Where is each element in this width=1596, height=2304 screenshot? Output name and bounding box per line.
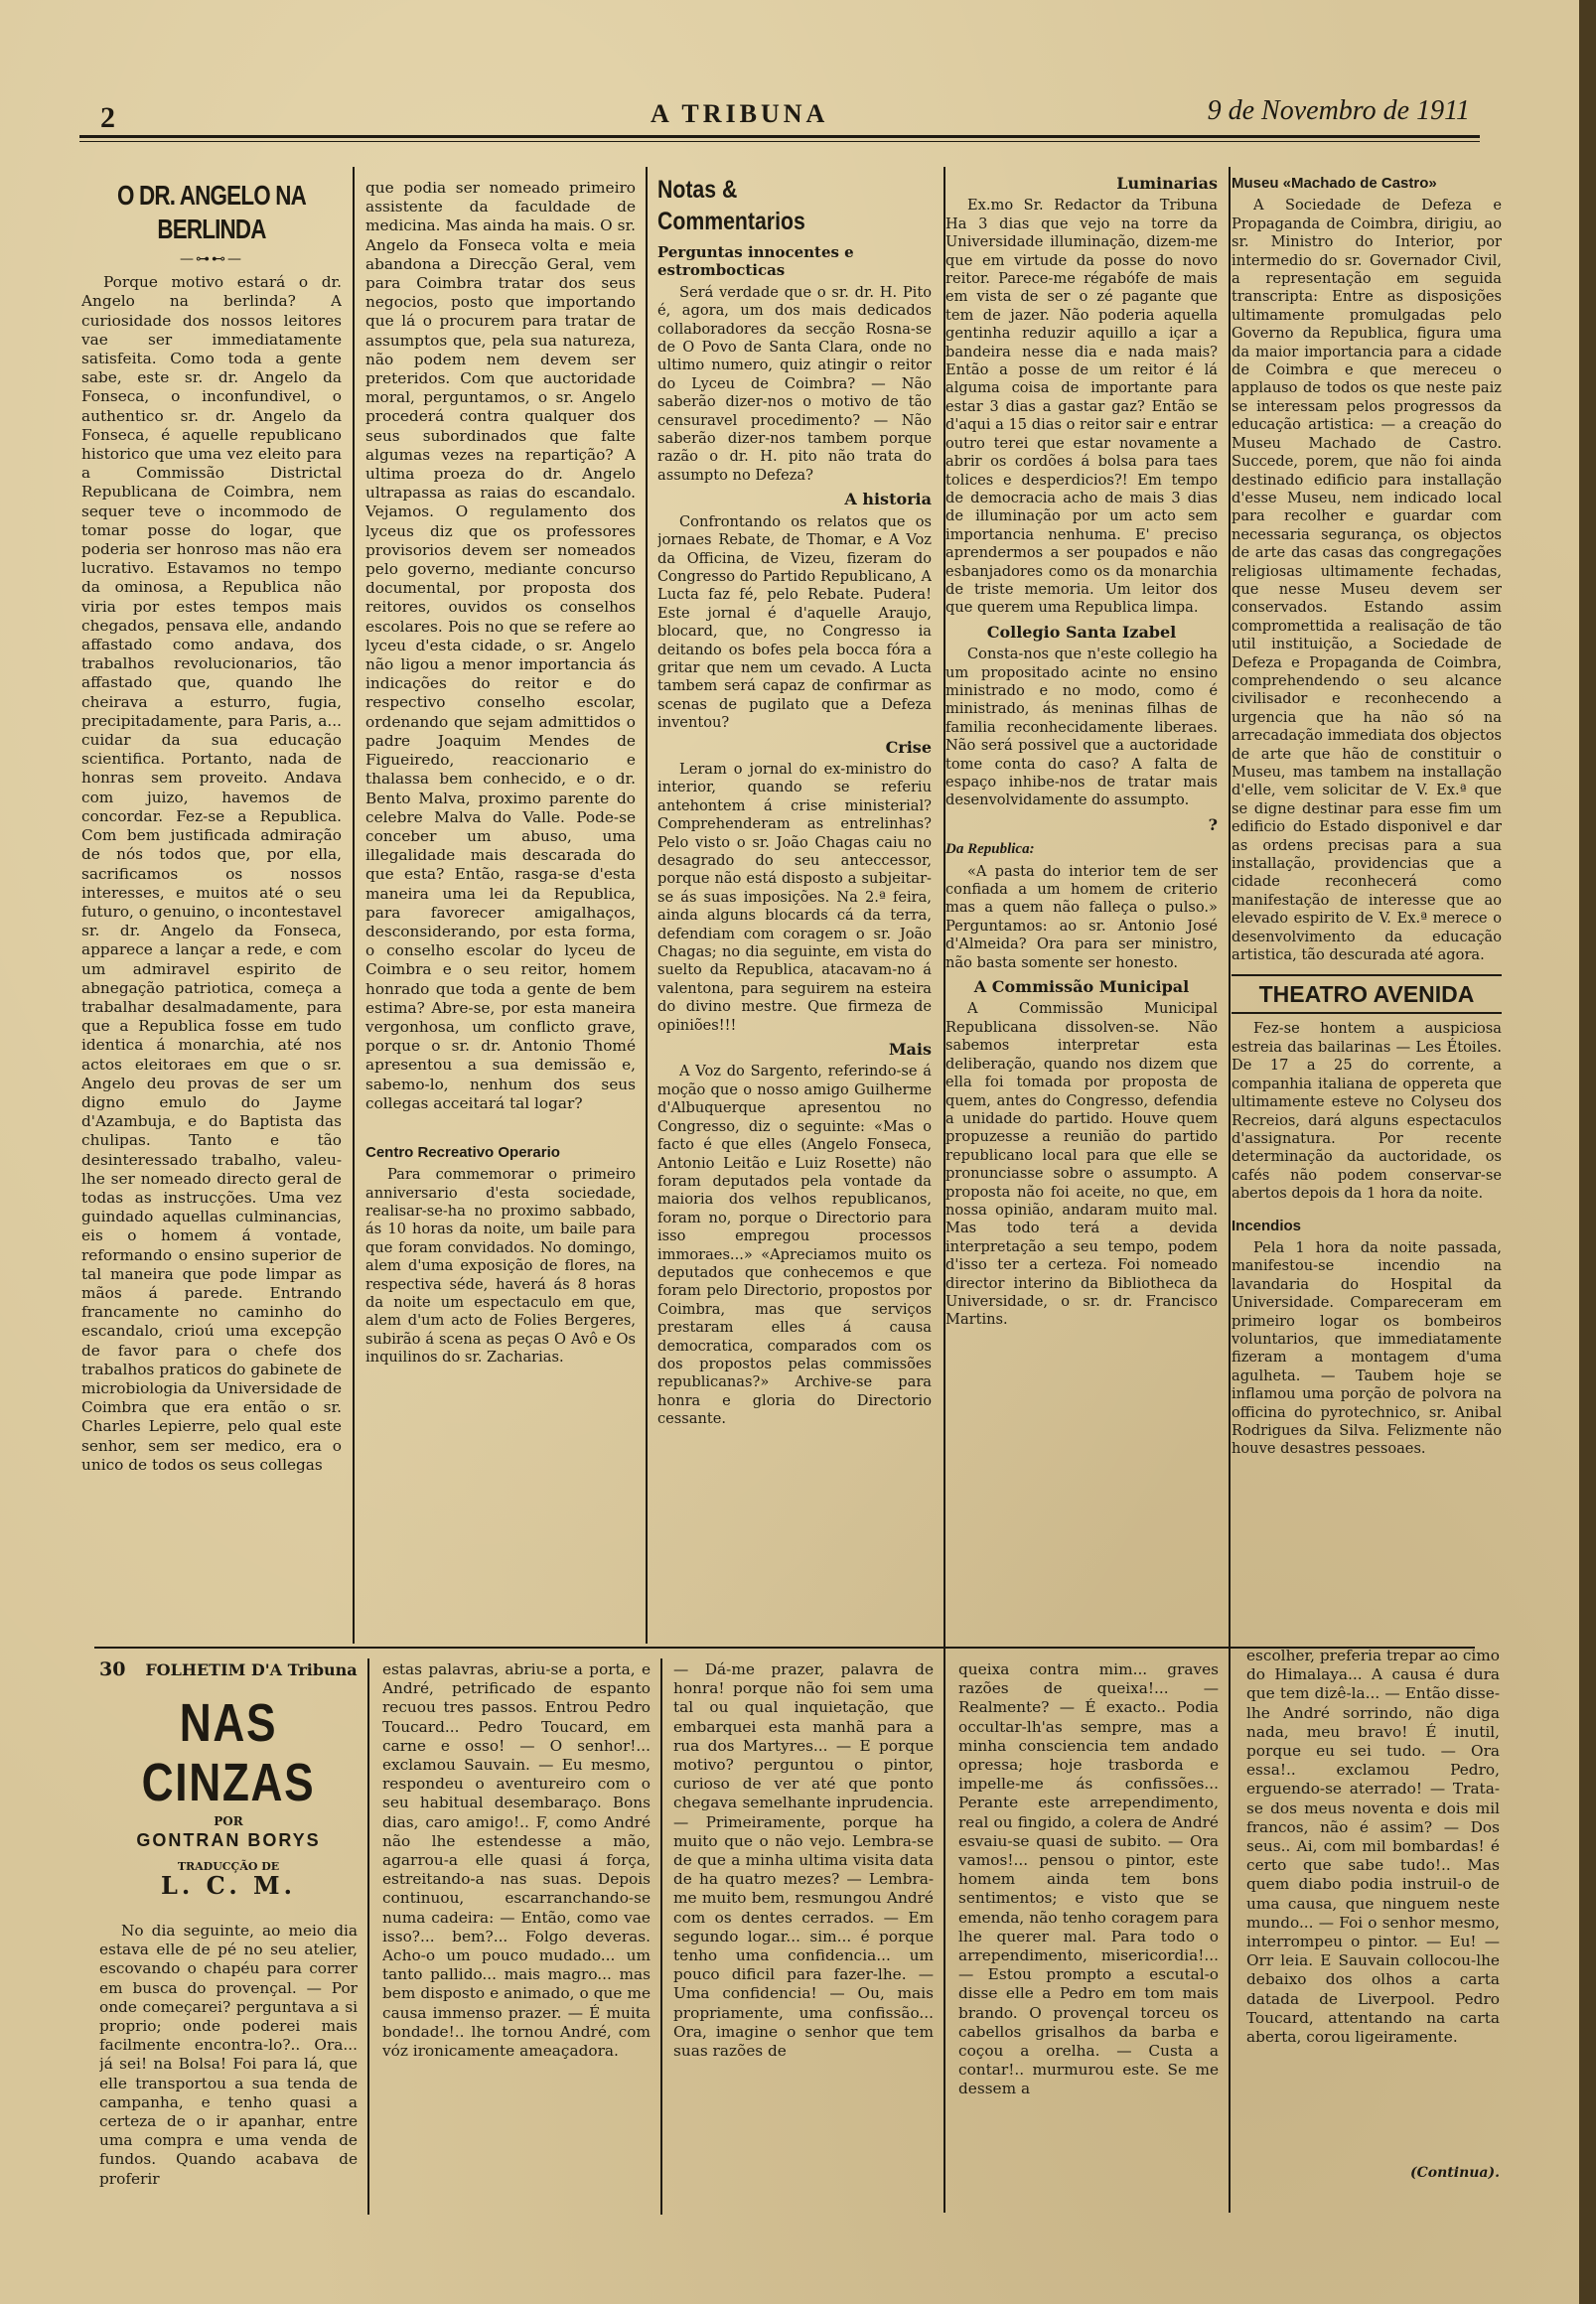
folhetim-text: queixa contra mim... graves razões de queixa!... — Realmente? — É exacto.. Podia occultar-lh'as sempre, mas a minha consciencia tem andado opressa; hoje trasborda e impelle-me ás confissões... Perante este arrependimento, real ou fingido, a colera de André esvaiu-se quasi de subito. — Ora vamos!... pensou o pintor, este homem ainda tem bons sentimentos; e visto que se emenda, não tenho coragem para lhe querer mal. Para todo o arrependimento, misericordia!... — Estou prompto a escutal-o disse elle a Pedro em tom mais brando. O provençal torceu os cabellos grisalhos da barba e coçou a orelha. — Custa a contar!.. murmurou este. Se me dessem a (958, 1660, 1219, 2098)
folhetim-by: POR (214, 1814, 243, 1829)
article-body: que podia ser nomeado primeiro assistente da faculdade de medicina. Mas ainda ha mais. O sr. Angelo da Fonseca volta e meia abandona a Direcção Geral, vem para Coimbra tratar dos seus negocios, posto que importando que lá o procurem para tratar de assumptos que, pela sua natureza, não podem nem devem ser preteridos. Com que auctoridade moral, perguntamos, o sr. Angelo procederá contra qualquer dos seus subordinados que falte algumas vezes na repartição? A ultima proeza do dr. Angelo ultrapassa as raias do escandalo. Vejamos. O regulamento dos lyceus diz que os professores provisorios devem ser nomeados pelo governo, mediante concurso documental, por proposta dos reitores, ouvidos os conselhos escolares. Pois no que se refere ao lyceu d'esta cidade, o sr. Angelo não ligou a menor importancia ás indicações do reitor e do respectivo conselho escolar, ordenando que sejam admittidos o padre Joaquim Mendes de Figueiredo, reaccionario e thalassa bem conhecido, e o dr. Bento Malva, proximo parente do celebre Malva do Valle. Pode-se conceber um abuso, uma illegalidade mais descarada do que esta? Então, rasga-se d'esta maneira uma lei da Republica, para favorecer amigalhaços, desconsiderando, por esta forma, o conselho escolar do lyceu de Coimbra e o seu reitor, homem honrado que toda a gente de bem estima? Abre-se, por esta maneira vergonhosa, um conflicto grave, porque o sr. dr. Antonio Thomé apresentou a sua demissão e, sabemo-lo, nenhum dos seus collegas acceitará tal logar? (365, 179, 636, 1112)
section-body: A Voz do Sargento, referindo-se á moção que o nosso amigo Guilherme d'Albuquerque apresentou no Congresso, diz o seguinte: «Mas o facto é que elles (Angelo Fonseca, Antonio Leitão e Luiz Rosette) não foram deputados pela vontade da maioria dos velhos republicanos, foram no, porque o Directorio para isso empregou processos immoraes...» «Apreciamos muito os deputados que conhecemos e que foram pelo Directorio, propostos por Coimbra, mas que serviços prestaram elles á causa democratica, comparados com os dos propostos pelas commissões republicanas?» Archive-se para honra e gloria do Directorio cessante. (657, 1063, 932, 1428)
folhetim-title: NAS CINZAS (141, 1693, 316, 1813)
section-body: Será verdade que o sr. dr. H. Pito é, agora, um dos mais dedicados collaboradores da secção Rosna-se de O Povo de Santa Clara, onde no ultimo numero, quiz atingir o reitor do Lyceu de Coimbra? — Não saberão dizer-nos o motivo de tão censuravel procedimento? — Não saberão dizer-nos tambem porque razão o dr. H. pito não trata do assumpto no Defeza? (657, 283, 932, 484)
folhetim-translation-label: TRADUCÇÃO DE (177, 1859, 280, 1873)
article-continuation (365, 179, 636, 1634)
page-header (94, 97, 1480, 133)
header-rule (79, 135, 1480, 138)
folhetim-text: No dia seguinte, ao meio dia estava elle de pé no seu atelier, escovando o chapéu para correr em busca do provençal. — Por onde começarei? perguntava a si proprio; onde poderei mais facilmente encontra-lo?.. Ora... já sei! na Bolsa! Foi para lá, que elle transportou a sua tenda de campanha, e tenho quasi a certeza de o ir apanhar, entre uma compra e uma venda de fundos. Quando acabava de proferir (99, 1922, 358, 2188)
subsection-title: A Commissão Municipal (973, 977, 1190, 997)
page-edge (1579, 0, 1596, 2304)
folhetim-col-5 (1246, 1647, 1500, 2188)
folhetim-col-2 (382, 1660, 651, 2217)
folhetim-col-4 (958, 1660, 1219, 2217)
museu-column (1232, 169, 1502, 1634)
section-headline: THEATRO AVENIDA (1232, 974, 1502, 1014)
folhetim-col-3 (673, 1660, 934, 2217)
folhetim-header (99, 1660, 358, 1919)
column-rule (646, 167, 648, 1644)
column-rule (367, 1658, 369, 2215)
section-heading: Centro Recreativo Operario (365, 1143, 560, 1161)
section-headline: Notas & Commentarios (657, 176, 805, 235)
newspaper-title: A TRIBUNA (651, 99, 829, 128)
continues-marker: (Continua). (1410, 2165, 1500, 2181)
column-rule (353, 167, 355, 1644)
folhetim-translator: L. C. M. (161, 1870, 296, 1900)
page-number: 2 (100, 101, 115, 134)
subsection-title: Luminarias (1116, 174, 1218, 193)
section-body: Para commemorar o primeiro anniversario d'esta sociedade, realisar-se-ha no proximo sabbado, ás 10 horas da noite, um baile para que foram convidados. No domingo, alem d'uma exposição de flores, na respectiva séde, haverá ás 8 horas da noite um espectaculo em que, alem d'um acto de Folies Bergeres, subirão á scena as peças O Avô e Os inquilinos do sr. Zacharias. (365, 1166, 636, 1367)
folhetim-text: estas palavras, abriu-se a porta, e André, petrificado de espanto recuou tres passos. Entrou Pedro Toucard... Pedro Toucard, em carne e osso! — O senhor!... exclamou Sauvain. — Eu mesmo, respondeu o aventureiro com o seu habitual desembaraço. Bons dias, caro amigo!.. F, como André não lhe estendesse a mão, agarrou-a elle quasi á força, estreitando-a nas suas. Depois continuou, escarranchando-se numa cadeira: — Então, como vae isso?... bem?... Folgo deveras. Acho-o um pouco mudado... um tanto pallido... mais magro... mas bem disposto e animado, o que me causa immenso prazer. — É muita bondade!.. lhe tornou André, com vóz ironicamente ameaçadora. (382, 1660, 651, 2061)
section-body: Fez-se hontem a auspiciosa estreia das bailarinas — Les Étoiles. De 17 a 25 do corrente, a companhia italiana de oppereta que ultimamente esteve no Colyseu dos Recreios, dará alguns espectaculos d'assignatura. Por recente determinação da auctoridade, os cafés não podem conservar-se abertos depois da 1 hora da noite. (1232, 1020, 1502, 1203)
article-headline: O DR. ANGELO NA BERLINDA (116, 180, 307, 244)
folhetim-text: — Dá-me prazer, palavra de honra! porque não foi sem uma tal ou qual inquietação, que embarquei esta manhã para a rua dos Martyres... — E porque motivo? perguntou o pintor, curioso de ver até que ponto chegava semelhante inprudencia. — Primeiramente, porque ha muito que o não vejo. Lembra-se de que a minha ultima visita data de ha quatro mezes? — Lembra-me muito bem, resmungou André com os dentes cerrados. — Em segundo logar... sim... é porque tenho uma confidencia... um pouco dificil para fazer-lhe. — Uma confidencia! — Ou, mais propriamente, uma confissão... Ora, imagine o senhor que tem suas razões de (673, 1660, 934, 2061)
subsection-title: Collegio Santa Izabel (986, 622, 1177, 642)
section-body: «A pasta do interior tem de ser confiada a um homem de criterio mas a quem não falleça o pulso.» Perguntamos: ao sr. Antonio José d'Almeida? Ora para ser ministro, não basta somente ser honesto. (945, 862, 1218, 971)
section-body: Ex.mo Sr. Redactor da Tribuna Ha 3 dias que vejo na torre da Universidade illuminação, dizem-me que em virtude da posse do novo reitor. Parece-me régabófe de mais em vista de ser o zé pagante que tem de jazer. Não poderia aquella gentinha reduzir aquillo a içar a bandeira nesse dia e nada mais? Então a posse de um reitor é lá alguma coisa de importante para estar 3 dias a gastar gaz? Então se d'aqui a 15 dias o reitor sair e entrar outro terei que estar novamente a abrir os cordões á bolsa para taes tolices e desperdicios?! Em tempo de democracia acho de mais 3 dias de illuminação por um acto sem importancia nenhuma. E' preciso aprendermos a ser poupados e não esbanjadores como os da monarchia de triste memoria. Um leitor dos que querem uma Republica limpa. (945, 197, 1218, 617)
folhetim-number: 30 (99, 1660, 126, 1680)
subsection-title: Museu «Machado de Castro» (1232, 175, 1437, 192)
folhetim-label: FOLHETIM D'A Tribuna (145, 1660, 358, 1679)
issue-date: 9 de Novembro de 1911 (1207, 95, 1470, 126)
column-rule (660, 1658, 662, 2215)
notas-commentarios (657, 174, 932, 1634)
article-angelo-berlinda (81, 179, 342, 1634)
subsection-title: A historia (844, 490, 932, 509)
subsection-title: Da Republica: (945, 841, 1035, 858)
question-mark: ? (1208, 814, 1218, 834)
folhetim-col-1 (99, 1922, 358, 2210)
luminarias-column (945, 169, 1218, 1634)
section-body: A Commissão Municipal Republicana dissolven-se. Não sabemos interpretar esta deliberação, quando nos dizem que ella foi tomada por proposta de quem, antes do Congresso, defendia a unidade do partido. Houve quem propuzesse a reunião do partido republicano local para que elle se pronunciasse sobre o assumpto. A proposta não foi aceite, no que, em nossa opinião, andaram muito mal. Mas todo terá a devida interpretação a seu tempo, podem d'isso ter a certeza. Foi nomeado director interino da Bibliotheca da Universidade, o sr. dr. Francisco Martins. (945, 1000, 1218, 1329)
subsection-title: Mais (888, 1040, 932, 1060)
ornament: —⊶⊷— (180, 251, 243, 267)
section-body: Leram o jornal do ex-ministro do interior, quando se referiu antehontem á crise ministerial? Comprehenderam as entrelinhas? Pelo visto o sr. João Chagas caiu no desagrado do seu anteccessor, porque não está disposto a subjeitar-se ás suas imposições. Na 2.ª feira, ainda alguns blocards cá da terra, defendiam com coragem o sr. João Chagas; no dia seguinte, em vista do suelto da Republica, atacavam-no á valentona, para seguirem na esteira do divino mestre. Que firmeza de opiniões!!! (657, 760, 932, 1034)
folhetim-text: escolher, preferia trepar ao cimo do Himalaya... A causa é dura que tem dizê-la... — Então disse-lhe André sorrindo, não diga nada, meu bravo! É inutil, porque eu sei tudo. — Ora essa!.. exclamou Pedro, erguendo-se aterrado! — Trata-se dos meus noventa e dois mil francos, não é assim? — Dos seus.. Ai, com mil bombardas! é certo que sabe tudo!.. Mas quem diabo podia instruil-o de uma causa, que ninguem neste mundo... — Foi o senhor mesmo, interrompeu o pintor. — Eu! — Orr leia. E Sauvain collocou-lhe debaixo dos olhos a carta datada de Liverpool. Pedro Toucard, attentando na carta aberta, corou ligeiramente. (1246, 1647, 1500, 2047)
folhetim-author: GONTRAN BORYS (136, 1830, 321, 1851)
article-body: Porque motivo estará o dr. Angelo na berlinda? A curiosidade dos nossos leitores vae ser immediatamente satisfeita. Como toda a gente sabe, este sr. dr. Angelo da Fonseca, o inconfundivel, o authentico sr. dr. Angelo da Fonseca, é aquelle republicano historico que uma vez eleito para a Commissão Districtal Republicana de Coimbra, nem sequer teve o incommodo de tomar posse do logar, que poderia ser honroso mas não era lucrativo. Estavamos no tempo da ominosa, a Republica não viria por estes tempos mais chegados, pensava elle, andando affastado como andava, dos trabalhos revolucionarios, tão affastado que, quando lhe cheirava a esturro, fugia, precipitadamente, para Paris, a... cuidar da sua educação scientifica. Portanto, nada de honras sem proveito. Andava com juizo, havemos de concordar. Fez-se a Republica. Com bem justificada admiração de nós todos que, por ella, sacrificamos os nossos interesses, e muitos até o seu futuro, o genuino, o incontestavel sr. dr. Angelo da Fonseca, apparece a lançar a rede, e com um admiravel espirito de abnegação patriotica, começa a trabalhar desalmadamente, para que a Republica fosse em tudo identica á monarchia, até nos actos eleitoraes em que o sr. Angelo deu provas de ser um digno emulo do Jayme d'Azambuja, e do Baptista das chulipas. Tanto e tão desinteressado trabalho, valeu-lhe ser nomeado directo geral de todas as instrucções. Uma vez guindado aquellas culminancias, eis o homem á vontade, reformando o ensino superior de tal maneira que pode limpar as mãos á parede. Entrando francamente no caminho do escandalo, crioú uma excepção de favor para o chefe dos trabalhos praticos do gabinete de microbiologia da Universidade de Coimbra que era então o sr. Charles Lepierre, pelo qual este senhor, sem ser medico, era o unico de todos os seus collegas (81, 273, 342, 1474)
section-body: Confrontando os relatos que os jornaes Rebate, de Thomar, e A Voz da Officina, de Vizeu, fizeram do Congresso do Partido Republicano, A Lucta faz fé, pelo Rebate. Pudera! Este jornal é d'aquelle Araujo, blocard, que, no Congresso ia deitando os bofes pela bocca fóra a gritar que nem um cevado. A Lucta tambem será capaz de confirmar as scenas de pugilato que a Defeza inventou? (657, 512, 932, 732)
subsection-title: Perguntas innocentes e estrombocticas (657, 243, 854, 280)
header-rule-thin (79, 141, 1480, 142)
subsection-title: Incendios (1232, 1217, 1302, 1234)
column-rule (1229, 167, 1231, 2213)
section-body: Consta-nos que n'este collegio ha um propositado acinte no ensino ministrado e no modo, como é ministrado, ás meninas filhas de familia reconhecidamente liberaes. Não será possivel que a auctoridade tome conta do caso? A falta de espaço inhibe-nos de tratar mais desenvolvidamente do assumpto. (945, 646, 1218, 809)
section-body: Pela 1 hora da noite passada, manifestou-se incendio na lavandaria do Hospital da Universidade. Compareceram em primeiro logar os bombeiros voluntarios, que immediatamente fizeram a montagem d'uma agulheta. — Taubem hoje se inflamou uma porção de polvora na officina do pyrotechnico, sr. Anibal Rodrigues da Silva. Felizmente não houve desastres pessoaes. (1232, 1238, 1502, 1458)
section-body: A Sociedade de Defeza e Propaganda de Coimbra, dirigiu, ao sr. Ministro do Interior, por intermedio do sr. Governador Civil, a representação em seguida transcripta: Entre as disposições ultimamente promulgadas pelo Governo da Republica, figura uma da maior importancia para a cidade de Coimbra e que mereceu o applauso de todos os que neste paiz se interessam pelos progressos da educação artistica: — a creação do Museu Machado de Castro. Succede, porem, que não foi ainda destinado edificio para installação d'esse Museu, nem indicado local para recolher e guardar com necessaria segurança, os objectos de arte das casas das congregações religiosas ultimamente fechadas, que nesse Museu devem ser conservados. Estando assim compromettida a realisação de tão util instituição, a Sociedade de Defeza e Propaganda de Coimbra, comprehendendo o seu alcance civilisador e reconhecendo a urgencia que ha não só na arrecadação immediata dos objectos de arte que hão de constituir o Museu, mas tambem na installação d'elle, vem solicitar de V. Ex.ª que se digne destinar para esse fim um edificio do Estado disponivel e dar as ordens precisas para a sua installação, providencias que a cidade reconhecerá como manifestação de interesse que ao elevado espirito de V. Ex.ª merece o desenvolvimento da educação artistica, tão descurada até agora. (1232, 197, 1502, 964)
subsection-title: Crise (885, 737, 932, 757)
